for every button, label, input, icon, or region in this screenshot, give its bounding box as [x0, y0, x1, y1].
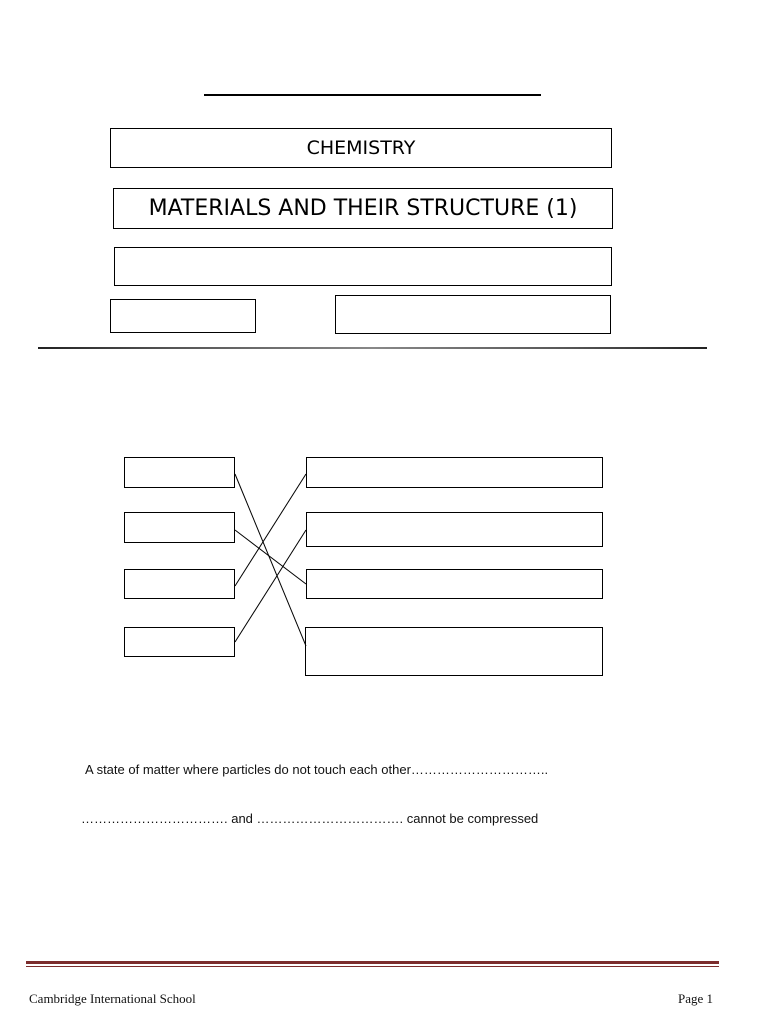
class-field[interactable] — [335, 295, 611, 334]
match-left-box-2[interactable] — [124, 512, 235, 543]
match-right-box-3[interactable] — [306, 569, 603, 599]
topic-title: MATERIALS AND THEIR STRUCTURE (1) — [148, 196, 578, 221]
footer-rule-thin — [26, 966, 719, 967]
match-right-box-1[interactable] — [306, 457, 603, 488]
match-left-box-4[interactable] — [124, 627, 235, 657]
title-rule — [204, 94, 541, 96]
topic-box — [113, 188, 613, 229]
connector-line-2 — [235, 530, 306, 584]
match-right-box-4[interactable] — [305, 627, 603, 676]
section-divider — [38, 347, 707, 349]
match-right-box-2[interactable] — [306, 512, 603, 547]
connector-line-3 — [235, 474, 306, 586]
question-gases: A state of matter where particles do not touch each other………………………….. — [85, 762, 549, 777]
footer-rule-thick — [26, 961, 719, 964]
name-field[interactable] — [114, 247, 612, 286]
question-compressed: ……………………………. and ……………………………. cannot be compressed — [81, 811, 539, 826]
date-field[interactable] — [110, 299, 256, 333]
footer-school-name: Cambridge International School — [29, 991, 196, 1006]
subject-title: CHEMISTRY — [306, 137, 416, 159]
connector-line-4 — [235, 530, 306, 642]
connector-line-1 — [235, 474, 306, 646]
match-left-box-3[interactable] — [124, 569, 235, 599]
match-left-box-1[interactable] — [124, 457, 235, 488]
subject-box — [110, 128, 612, 168]
footer-page-number: Page 1 — [678, 991, 714, 1006]
